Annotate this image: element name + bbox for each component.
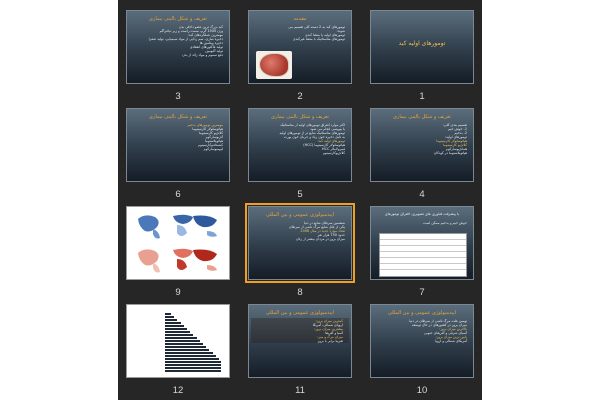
bar-chart-bar: [165, 346, 206, 348]
slide-6-line: هپاتوبلاستوما: [205, 139, 223, 143]
slide-4-line: تومورهای اولیه:: [444, 135, 467, 139]
slide-10-body: [371, 318, 473, 343]
slide-5-line: کلانژیوکارسینوم: [322, 151, 345, 155]
slide-thumbnail-6[interactable]: [126, 108, 230, 182]
slide-2-body: [249, 24, 351, 41]
slide-8-line: ششمین سرطان شایع در دنیا: [304, 221, 345, 225]
bar-chart-bar: [165, 355, 216, 357]
bar-chart-bar: [165, 349, 209, 351]
slide-6-line: مهمترین تومورهای بدخیم: [187, 123, 223, 127]
slide-number-11: 11: [295, 385, 305, 396]
slide-3-line: مهمترین عملکردهای کبد:: [187, 33, 223, 37]
slide-number-12: 12: [172, 385, 184, 396]
slide-thumbnail-12[interactable]: [126, 304, 230, 378]
bar-chart-bar: [165, 337, 197, 339]
slide-11-line: کمترین میزان بروز:: [315, 319, 343, 323]
slide-5-line: با بیوپسی انجام می شود: [310, 127, 345, 131]
bar-chart-bar: [165, 367, 221, 369]
slide-4-line: 2- بدخیم: [454, 131, 467, 135]
slide-11-line: بیشترین میزان بروز:: [314, 327, 343, 331]
slide-6-line: کلانژیو کارسینوما: [199, 131, 223, 135]
slide-3-body: [127, 24, 229, 57]
slide-10-line: میزان بروز در کشورهای در حال توسعه: [411, 323, 467, 327]
slide-6-line: کیستادنوکارسینوم: [198, 143, 223, 147]
slide-10-line: آمریکای شمالی و اروپا: [435, 339, 467, 343]
slide-4-line: هپاتوسلولار کارسینوما: [436, 139, 467, 143]
slide-5-line: به دلیل ذخیره خون زیاد و جریان خون پورت: [283, 135, 345, 139]
bar-chart-bar: [165, 370, 221, 372]
slide-6-line: هپاتوسلولار کارسینوما: [192, 127, 223, 131]
slide-sorter-panel: [118, 0, 482, 400]
bar-chart-bar: [165, 343, 203, 345]
slide-8-body: [249, 220, 351, 241]
slide-thumbnail-9[interactable]: [126, 206, 230, 280]
slide-thumbnail-11[interactable]: [248, 304, 352, 378]
slide-3-line: تولید آلبومین: [205, 49, 223, 53]
slide-thumbnail-7[interactable]: [370, 206, 474, 280]
slide-8-line: حدود 750 هزار نفر: [317, 233, 345, 237]
table-row: [380, 264, 466, 270]
slide-2-line: تومورهای متاستاتیک با منشا غیرکبدی: [292, 37, 345, 41]
slide-5-line: تومورهای اولیه کبد:: [317, 139, 345, 143]
slide-number-10: 10: [416, 385, 428, 396]
bar-chart-bar: [165, 319, 177, 321]
bar-chart-bar: [165, 352, 213, 354]
slide-3-line: ذخیره ویتامین ها: [199, 41, 223, 45]
slide-8-line: یکی از علل شایع مرگ ناشی از سرطان: [289, 225, 345, 229]
slide-number-5: 5: [297, 189, 303, 200]
slide-11-line: میزان مرگ و میر:: [317, 335, 343, 339]
slide-thumbnail-5[interactable]: [248, 108, 352, 182]
slide-thumbnail-2[interactable]: [248, 10, 352, 84]
slide-4-line: هپاتوبلاستوما در کودکان: [433, 151, 467, 155]
slide-11-line: آسیا و آفریقا: [325, 331, 343, 335]
slide-number-1: 1: [419, 91, 425, 102]
slide-10-title: اپیدمیولوژی عمومی و بین المللی: [387, 310, 457, 316]
slide-5-title: تعریف و شکل بالینی بیماری: [271, 114, 329, 120]
liver-illustration: [259, 53, 289, 77]
slide-6-body: [127, 122, 229, 151]
slide-11-body: [251, 318, 349, 343]
bar-chart-bar: [165, 358, 219, 360]
slide-4-title: تعریف و شکل بالینی بیماری: [393, 114, 451, 120]
comparison-table-image: [379, 233, 467, 277]
slide-thumbnail-10[interactable]: [370, 304, 474, 378]
slide-6-line: لیومیوسارکوم: [203, 147, 223, 151]
slide-thumbnail-3[interactable]: [126, 10, 230, 84]
slide-11-line: اروپای شمالی، آمریکا: [312, 323, 343, 327]
bar-chart-bar: [165, 361, 221, 363]
slide-3-line: ذخیره سازی، سم زدایی از مواد شیمیایی، تولید صفرا: [148, 37, 223, 41]
slide-5-line: اکثر موارد افتراق تومورهای اولیه از متاستاتیک: [280, 123, 345, 127]
bar-chart-bar: [165, 316, 174, 318]
slide-6-line: آنژیوسارکوم: [205, 135, 223, 139]
slide-4-line: کلانژیو کارسینوما: [443, 143, 467, 147]
slide-2-title: مقدمه: [293, 16, 307, 22]
slide-number-2: 2: [297, 91, 303, 102]
slide-thumbnail-4[interactable]: [370, 108, 474, 182]
slide-10-line: نهمین علت مرگ ناشی از سرطان در دنیا: [409, 319, 467, 323]
slide-7-line: خوش خیم و بدخیم ممکن است: [423, 221, 467, 225]
slide-6-title: تعریف و شکل بالینی بیماری: [149, 114, 207, 120]
slide-4-line: همانژیوسارکوم: [445, 147, 467, 151]
slide-number-8: 8: [297, 287, 303, 298]
slide-10-line: پایین ترین میزان بروز:: [435, 335, 467, 339]
bar-chart-bar: [165, 313, 171, 315]
slide-thumbnail-1[interactable]: [370, 10, 474, 84]
slide-3-line: تولید فاکتورهای انعقادی: [189, 45, 223, 49]
bar-chart-bar: [165, 334, 193, 336]
bar-chart-bar: [165, 325, 184, 327]
slide-11-title: اپیدمیولوژی عمومی و بین المللی: [265, 310, 335, 316]
slide-4-line: 1- خوش خیم: [448, 127, 467, 131]
slide-11-line: تقریبا برابر با بروز: [317, 339, 343, 343]
slide-2-line: تومورهای اولیه یا منشا کبدی: [304, 33, 345, 37]
slide-4-body: [371, 122, 473, 155]
slide-8-line: میزان بروز در مردان بیشتر از زنان: [295, 237, 345, 241]
slide-5-body: [249, 122, 351, 155]
slide-3-line: وزن 1500 گرم، سمت راست و زیر دیافراگم: [159, 29, 223, 33]
bar-chart-bar: [165, 340, 200, 342]
slide-number-6: 6: [175, 189, 181, 200]
slide-5-line: فیبرولاملار HCC: [322, 147, 345, 151]
slide-2-line: تومورهای کبد به 2 دسته کلی تقسیم می: [288, 25, 345, 29]
slide-number-3: 3: [175, 91, 181, 102]
bar-chart-image: [135, 311, 223, 375]
slide-5-line: هپاتوسلولار کارسینوما (HCC): [303, 143, 345, 147]
slide-3-line: کبد بزرگ ترین عضو داخلی بدن: [178, 25, 223, 29]
slide-4-line: تقسیم بندی کلی:: [442, 123, 467, 127]
bar-chart-bar: [165, 364, 221, 366]
slide-3-title: تعریف و شکل بالینی بیماری: [149, 16, 207, 22]
slide-8-title: اپیدمیولوژی عمومی و بین المللی: [265, 212, 335, 218]
slide-3-line: دفع سموم و مواد زائد از بدن: [182, 53, 223, 57]
slide-5-line: تومورهای متاستاتیک شایع تر از تومورهای اولیه: [279, 131, 345, 135]
bar-chart-bar: [165, 331, 190, 333]
slide-2-line: شوند:: [336, 29, 345, 33]
slide-10-line: آسیای شرقی و آفریقای جنوبی: [423, 331, 467, 335]
world-map-blue: [133, 211, 223, 241]
slide-number-4: 4: [419, 189, 425, 200]
bar-chart-bar: [165, 328, 187, 330]
slide-number-9: 9: [175, 287, 181, 298]
slide-8-line: تعداد موارد جدید در سال 2008: [300, 229, 345, 233]
slide-10-line: بالاترین میزان بروز:: [439, 327, 467, 331]
slide-thumbnail-8[interactable]: [248, 206, 352, 280]
bar-chart-bar: [165, 322, 181, 324]
slide-7-body: [371, 220, 473, 225]
slide-1-title: تومورهای اولیه کبد: [398, 40, 446, 47]
slide-number-7: 7: [419, 287, 425, 298]
slide-7-title: با پیشرفت فناوری های تصویری، افتراق تومورهای: [384, 212, 460, 216]
world-map-red: [133, 245, 223, 275]
